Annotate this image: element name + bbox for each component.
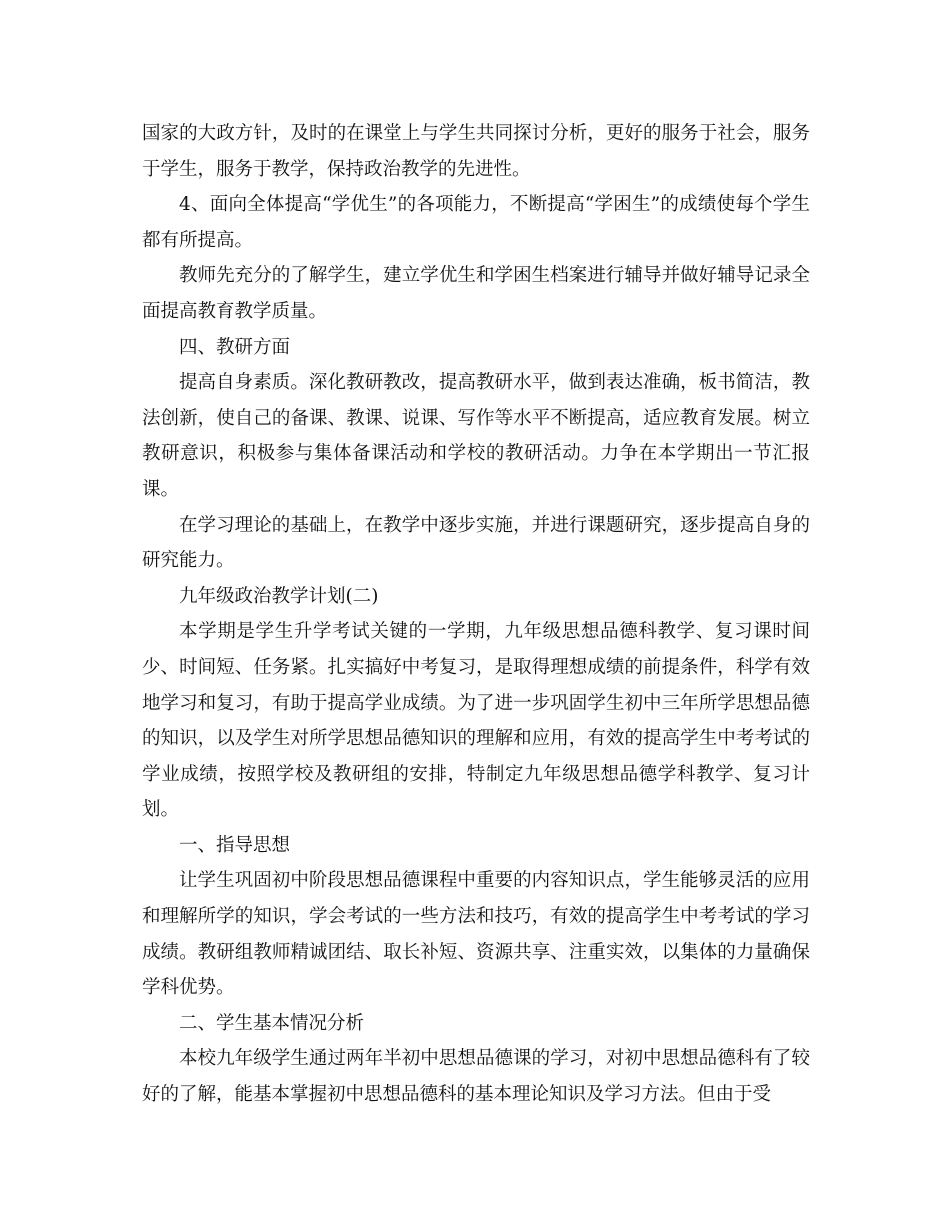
- paragraph-improve-students: 4、面向全体提高“学优生”的各项能力，不断提高“学困生”的成绩使每个学生都有所提高。: [142, 194, 810, 251]
- document-subtitle-plan-two: 九年级政治教学计划(二): [179, 585, 379, 607]
- paragraph-self-quality: 提高自身素质。深化教研教改，提高教研水平，做到表达准确，板书简洁，教法创新，使自己的备课、教课、说课、写作等水平不断提高，适应教育发展。树立教研意识，积极参与集体备课活动和学校的教研活动。力争在本学期出一节汇报课。: [142, 372, 810, 500]
- paragraph-student-files: 教师先充分的了解学生，建立学优生和学困生档案进行辅导并做好辅导记录全面提高教育教学质量。: [142, 265, 810, 322]
- paragraph-policy-service: 国家的大政方针，及时的在课堂上与学生共同探讨分析，更好的服务于社会，服务于学生，服务于教学，保持政治教学的先进性。: [142, 123, 810, 180]
- paragraph-student-analysis: 本校九年级学生通过两年半初中思想品德课的学习，对初中思想品德科有了较好的了解，能基本掌握初中思想品德科的基本理论知识及学习方法。但由于受: [142, 1048, 810, 1106]
- paragraph-semester-overview: 本学期是学生升学考试关键的一学期，九年级思想品德科教学、复习课时间少、时间短、任务紧。扎实搞好中考复习，是取得理想成绩的前提条件，科学有效地学习和复习，有助于提高学业成绩。为了进一步巩固学生初中三年所学思想品德的知识，以及学生对所学思想品德知识的理解和应用，有效的提高学生中考考试的学业成绩，按照学校及教研组的安排，特制定九年级思想品德学科教学、复习计划。: [142, 621, 810, 821]
- paragraph-theory-practice: 在学习理论的基础上，在教学中逐步实施，并进行课题研究，逐步提高自身的研究能力。: [142, 514, 810, 572]
- paragraph-guiding-ideology: 让学生巩固初中阶段思想品德课程中重要的内容知识点，学生能够灵活的应用和理解所学的知识，学会考试的一些方法和技巧，有效的提高学生中考考试的学习成绩。教研组教师精诚团结、取长补短、资源共享、注重实效，以集体的力量确保学科优势。: [142, 870, 810, 999]
- section-heading-guiding-ideology: 一、指导思想: [179, 834, 291, 856]
- section-heading-student-analysis: 二、学生基本情况分析: [179, 1012, 365, 1034]
- section-heading-teaching-research: 四、教研方面: [179, 336, 291, 358]
